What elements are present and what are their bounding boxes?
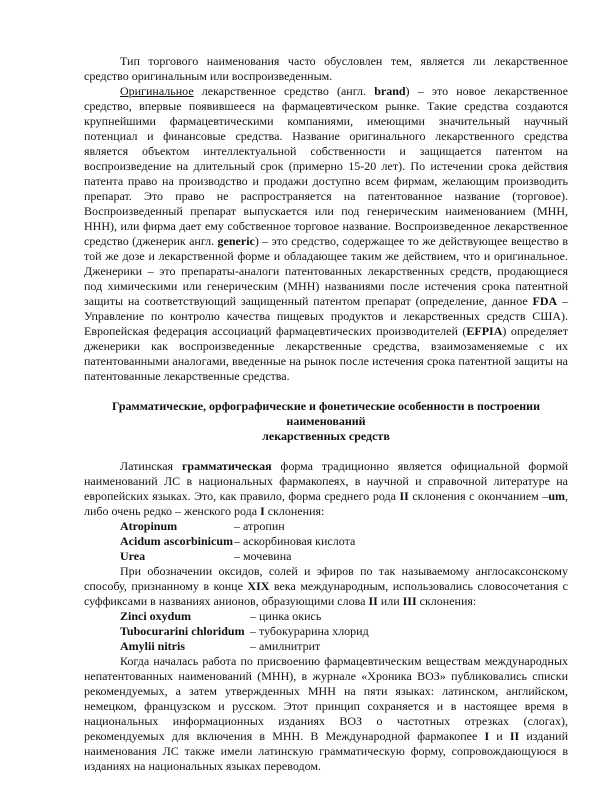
heading-line-2: лекарственных средств [262,429,390,443]
term-original: Оригинальное [120,84,194,98]
example-translation: – аскорбиновая кислота [234,534,356,548]
example-translation: – цинка окись [250,609,322,623]
text-run: ) определяет дженерики как воспроизведенные лекарственные средства, взаимозаменяемые с их патентованными аналогами, введенные на рынок после истечения срока патентной защиты на патентованные лекарственные средства. [84,324,568,383]
text-run: лекарственное средство (англ. [193,84,375,98]
term-grammatical: грамматическая [181,459,272,473]
example-term: Zinci oxydum [120,609,192,623]
text-run: века международным, использовались словосочетания с суффиксами в названиях анионов, образующими слова [84,579,568,608]
examples-list-2 [84,609,568,654]
roman-numeral: III [402,594,417,608]
example-row [120,624,568,639]
text-run: склонения: [264,504,325,518]
example-row [120,549,568,564]
example-row [120,534,568,549]
paragraph-original-drugs [84,84,568,384]
example-translation: – атропин [234,519,285,533]
document-page [84,54,568,774]
example-row [120,519,568,534]
text-run: При обозначении оксидов, солей и эфиров по так называемому англосаксонскому способу, признанному в конце [84,564,568,593]
example-term: Tubocurarini chloridum [120,624,245,638]
examples-list-1 [84,519,568,564]
section-heading [84,399,568,444]
text-run: Когда началась работа по присвоению фармацевтическим веществам международных непатентованных наименований (МНН), в журнале «Хроника ВОЗ» публиковались списки рекомендуемых, а затем утвержденных МНН на пяти языках: латинском, английском, немецком, французском и русском. Этот принцип сохраняется и в настоящее время в национальных информационных изданиях ВОЗ о частотных отрезках (слогах), рекомендуемых для включения в МНН. В Международной фармакопее [84,654,568,743]
heading-line-1: Грамматические, орфографические и фонетические особенности в построении наименований [111,399,541,428]
paragraph-trade-name-type [84,54,568,84]
text-run: и [489,729,510,743]
text-run: ) – это средство, содержащее то же действующее вещество в той же дозе и лекарственной форме и обладающее таким же действием, что и оригинальное. Дженерики – это препараты-аналоги патентованных лекарственных средств, продающиеся под химическими или генерическим (МНН) названиями после истечения срока патентной защиты на соответствующий защищенный патентом препарат (определение, данное [84,234,568,308]
term-generic: generic [217,234,255,248]
example-term: Urea [120,549,146,563]
text-run: – Управление по контролю качества пищевых продуктов и лекарственных средств США). Европейская федерация ассоциаций фармацевтических производителей ( [84,294,568,338]
paragraph-inn-history [84,654,568,774]
term-efpia: EFPIA [466,324,503,338]
text-run: Латинская [120,459,182,473]
roman-numeral: II [509,729,520,743]
paragraph-text: Тип торгового наименования часто обусловлен тем, является ли лекарственное средство оригинальным или воспроизведенным. [84,54,568,83]
example-translation: – тубокурарина хлорид [250,624,369,638]
example-translation: – амилнитрит [250,639,321,653]
text-run: ) – это новое лекарственное средство, впервые появившееся на фармацевтическом рынке. Такие средства создаются крупнейшими фармацевтическими компаниями, имеющими значительный научный потенциал и финансовые средства. Название оригинального лекарственного средства является объектом интеллектуальной собственности и защищается патентом на воспроизведение на длительный срок (примерно 15-20 лет). По истечении срока действия патента право на производство и продажи доступно всем фирмам, желающим производить препарат. Это право не распространяется на патентованное название (торговое). Воспроизведенный препарат выпускается или под генерическим наименованием (МНН, ННН), или фирма дает ему собственное торговое название. Воспроизведенное лекарственное средство (дженерик англ. [84,84,568,248]
roman-numeral: I [260,504,265,518]
example-row [120,639,568,654]
example-translation: – мочевина [234,549,292,563]
paragraph-latin-form [84,459,568,519]
example-term: Atropinum [120,519,178,533]
text-run: склонения: [416,594,477,608]
text-run: , либо очень редко – женского рода [84,489,568,518]
example-term: Amylii nitris [120,639,185,653]
term-brand: brand [374,84,406,98]
text-run: или [377,594,403,608]
example-row [120,609,568,624]
term-fda: FDA [532,294,558,308]
ending-um: um [548,489,565,503]
text-run: склонения с окончанием – [408,489,549,503]
example-term: Acidum ascorbinicum [120,534,234,548]
roman-numeral: II [368,594,378,608]
text-run: изданий наименования ЛС также имели латинскую грамматическую форму, сопровождающуюся в изданиях на национальных языках переводом. [84,729,568,773]
roman-numeral: II [399,489,409,503]
roman-numeral: I [484,729,490,743]
text-run: форма традиционно является официальной формой наименований ЛС в национальных фармакопеях, в научной и справочной литературе на европейских языках. Это, как правило, форма среднего рода [84,459,568,503]
paragraph-anglo-saxon [84,564,568,609]
roman-numeral: XIX [247,579,270,593]
